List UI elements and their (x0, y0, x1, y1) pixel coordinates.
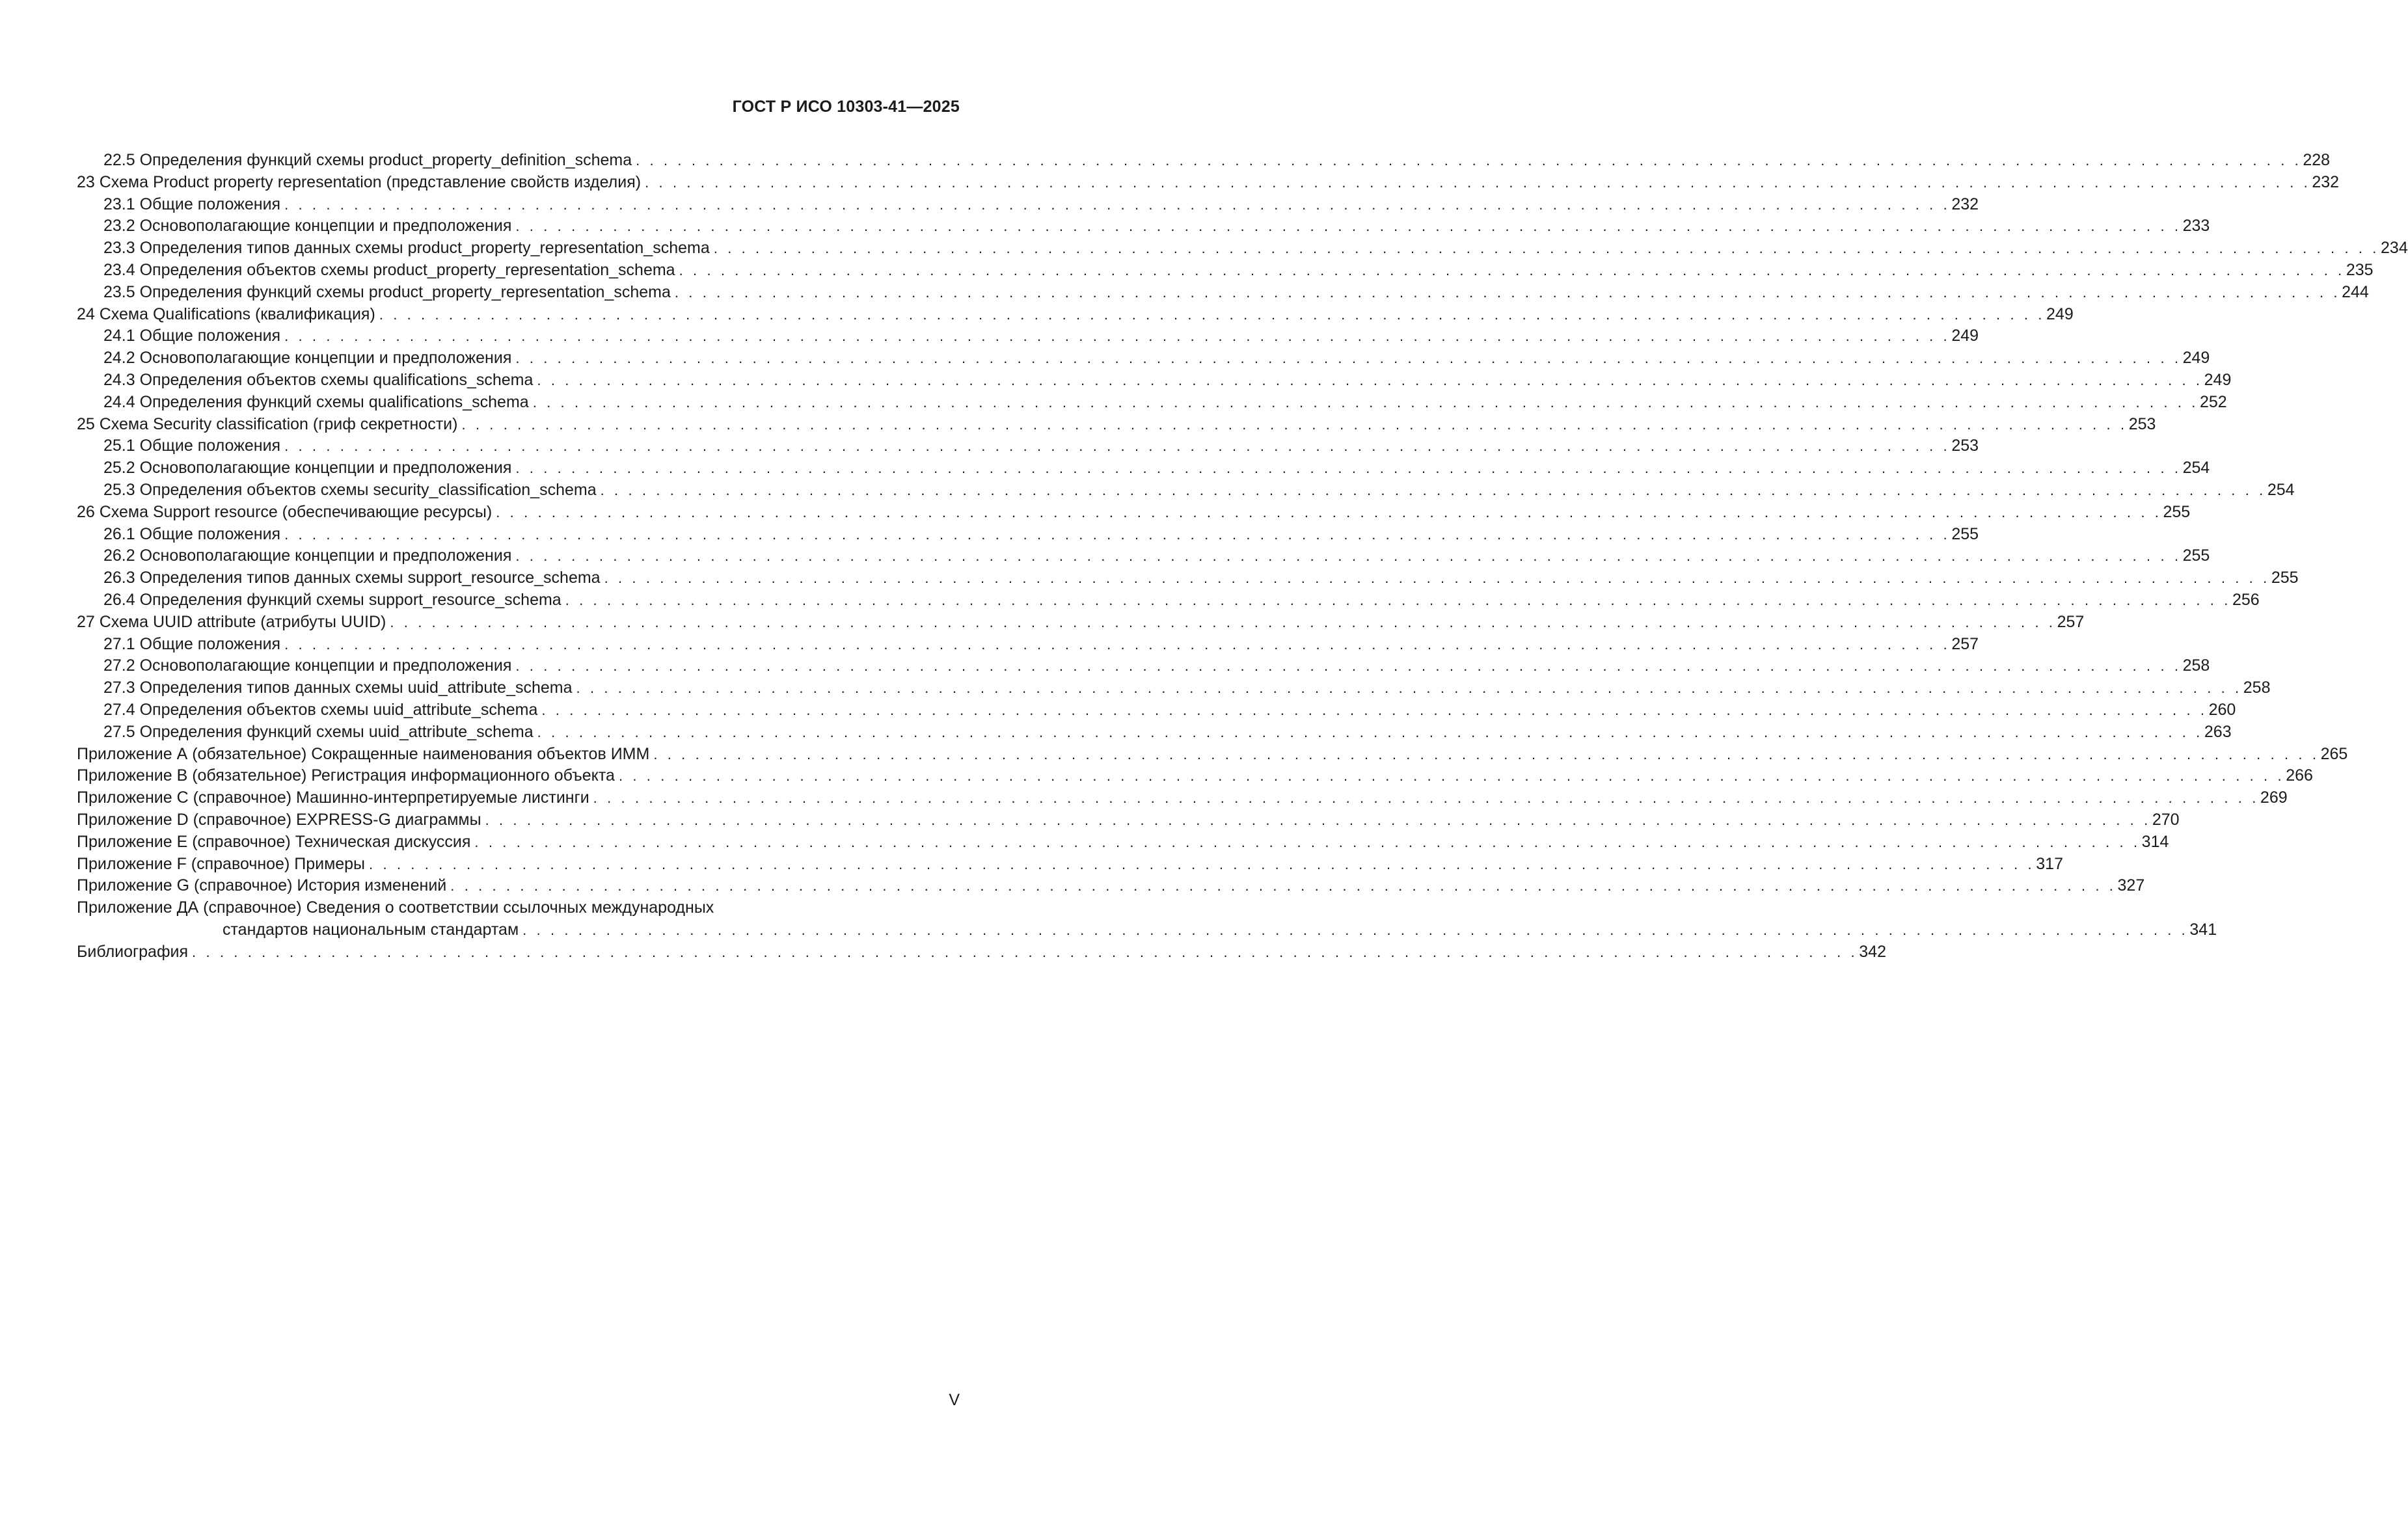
toc-entry (77, 634, 1979, 656)
toc-entry-title: стандартов национальным стандартам (223, 920, 519, 939)
toc-entry-title: Приложение Е (справочное) Техническая дискуссия (77, 832, 471, 851)
toc-entry (77, 809, 2180, 831)
toc-dot-leader: . . . . . . . . . . . . . . . . . . . . . . . . . . . . . . . . . . . . . . . . . . . . . . . . . . . . . . . . . . . . . . . . . . . . . . . . . . . . . . . . . . . . . . . . . . . . . . . . . . . . . . . . . . . . . . . . . . . . . . . . (450, 878, 2117, 895)
toc-entry-title: 26.4 Определения функций схемы support_resource_schema (103, 590, 561, 609)
toc-entry-page: 270 (2152, 810, 2180, 829)
toc-entry-page: 314 (2141, 832, 2169, 851)
toc-entry (77, 875, 2145, 897)
toc-entry-page: 257 (1951, 634, 1979, 653)
toc-entry-page: 228 (2303, 151, 2331, 169)
toc-entry-page: 255 (2163, 502, 2191, 521)
toc-entry-title: 27.1 Общие положения (103, 634, 281, 653)
toc-entry-title: Приложение С (справочное) Машинно-интерпретируемые листинги (77, 788, 589, 807)
toc-entry (77, 282, 2369, 304)
toc-entry-page: 342 (1859, 942, 1886, 961)
toc-entry (77, 194, 1979, 216)
toc-entry-title: 23.5 Определения функций схемы product_property_representation_schema (103, 282, 671, 301)
toc-dot-leader: . . . . . . . . . . . . . . . . . . . . . . . . . . . . . . . . . . . . . . . . . . . . . . . . . . . . . . . . . . . . . . . . . . . . . . . . . . . . . . . . . . . . . . . . . . . . . . . . . . . . . . . . . . . . . . . . . . . . . . . . (390, 613, 2056, 630)
toc-dot-leader: . . . . . . . . . . . . . . . . . . . . . . . . . . . . . . . . . . . . . . . . . . . . . . . . . . . . . . . . . . . . . . . . . . . . . . . . . . . . . . . . . . . . . . . . . . . . . . . . . . . . . . . . . . . . . . . . . . . . . . . . (515, 658, 2182, 675)
toc-entry-page: 265 (2320, 744, 2348, 763)
toc-entry-page: 254 (2267, 480, 2295, 499)
toc-entry (77, 854, 2063, 876)
toc-entry-page: 256 (2232, 590, 2260, 609)
toc-entry (77, 699, 2236, 721)
toc-entry-page: 258 (2182, 656, 2210, 675)
toc-entry (77, 150, 2331, 172)
toc-entry (77, 721, 2232, 744)
toc-dot-leader: . . . . . . . . . . . . . . . . . . . . . . . . . . . . . . . . . . . . . . . . . . . . . . . . . . . . . . . . . . . . . . . . . . . . . . . . . . . . . . . . . . . . . . . . . . . . . . . . . . . . . . . . . . . . . . . . . . . . . . . . (515, 460, 2182, 477)
toc-entry-page: 317 (2036, 854, 2063, 873)
toc-entry (77, 172, 2340, 194)
toc-entry-page: 232 (2312, 172, 2340, 191)
toc-entry (77, 479, 2295, 502)
toc-entry (77, 787, 2288, 809)
table-of-contents (77, 150, 2408, 963)
toc-entry-title: 24.1 Общие положения (103, 327, 281, 345)
toc-dot-leader: . . . . . . . . . . . . . . . . . . . . . . . . . . . . . . . . . . . . . . . . . . . . . . . . . . . . . . . . . . . . . . . . . . . . . . . . . . . . . . . . . . . . . . . . . . . . . . . . . . . . . . . . . . . . . . . . . . . . . . . . (576, 680, 2242, 697)
toc-entry (77, 744, 2348, 766)
toc-entry-title: 26 Схема Support resource (обеспечивающие ресурсы) (77, 502, 493, 521)
toc-entry-title: 24.4 Определения функций схемы qualifications_schema (103, 392, 529, 411)
toc-entry-page: 233 (2182, 217, 2210, 236)
toc-entry-page: 244 (2342, 282, 2369, 301)
toc-entry-title: 27.2 Основополагающие концепции и предположения (103, 656, 512, 675)
toc-entry-page: 232 (1951, 195, 1979, 213)
toc-entry-page: 255 (2182, 546, 2210, 565)
toc-dot-leader: . . . . . . . . . . . . . . . . . . . . . . . . . . . . . . . . . . . . . . . . . . . . . . . . . . . . . . . . . . . . . . . . . . . . . . . . . . . . . . . . . . . . . . . . . . . . . . . . . . . . . . . . . . . . . . . . . . . . . . . . (522, 921, 2189, 938)
toc-entry (77, 370, 2232, 392)
toc-dot-leader: . . . . . . . . . . . . . . . . . . . . . . . . . . . . . . . . . . . . . . . . . . . . . . . . . . . . . . . . . . . . . . . . . . . . . . . . . . . . . . . . . . . . . . . . . . . . . . . . . . . . . . . . . . . . . . . . . . . . . . . . (537, 371, 2203, 388)
toc-entry-title: 23.3 Определения типов данных схемы product_property_representation_schema (103, 239, 710, 258)
toc-dot-leader: . . . . . . . . . . . . . . . . . . . . . . . . . . . . . . . . . . . . . . . . . . . . . . . . . . . . . . . . . . . . . . . . . . . . . . . . . . . . . . . . . . . . . . . . . . . . . . . . . . . . . . . . . . . . . . . . . . . . . . . . (284, 196, 1951, 213)
toc-entry-title: 25 Схема Security classification (гриф секретности) (77, 414, 458, 433)
toc-entry-title: Приложение В (обязательное) Регистрация информационного объекта (77, 766, 615, 785)
toc-entry-title: 26.2 Основополагающие концепции и предположения (103, 546, 512, 565)
toc-entry-page: 255 (2271, 569, 2299, 587)
toc-entry-page: 341 (2189, 920, 2217, 939)
toc-dot-leader: . . . . . . . . . . . . . . . . . . . . . . . . . . . . . . . . . . . . . . . . . . . . . . . . . . . . . . . . . . . . . . . . . . . . . . . . . . . . . . . . . . . . . . . . . . . . . . . . . . . . . . . . . . . . . . . . . . . . . . . . (515, 218, 2182, 235)
toc-entry-title: Приложение D (справочное) EXPRESS-G диаграммы (77, 810, 481, 829)
toc-entry (77, 435, 1979, 457)
toc-dot-leader: . . . . . . . . . . . . . . . . . . . . . . . . . . . . . . . . . . . . . . . . . . . . . . . . . . . . . . . . . . . . . . . . . . . . . . . . . . . . . . . . . . . . . . . . . . . . . . . . . . . . . . . . . . . . . . . . . . . . . . . . (284, 328, 1951, 345)
toc-dot-leader: . . . . . . . . . . . . . . . . . . . . . . . . . . . . . . . . . . . . . . . . . . . . . . . . . . . . . . . . . . . . . . . . . . . . . . . . . . . . . . . . . . . . . . . . . . . . . . . . . . . . . . . . . . . . . . . . . . . . . . . . (593, 790, 2259, 807)
toc-entry (77, 941, 1886, 963)
toc-entry-page: 260 (2208, 700, 2236, 719)
toc-entry (77, 215, 2210, 237)
toc-dot-leader: . . . . . . . . . . . . . . . . . . . . . . . . . . . . . . . . . . . . . . . . . . . . . . . . . . . . . . . . . . . . . . . . . . . . . . . . . . . . . . . . . . . . . . . . . . . . . . . . . . . . . . . . . . . . . . . . . . . . . . . . (485, 811, 2151, 828)
toc-entry-page: 257 (2057, 612, 2085, 631)
toc-entry (77, 589, 2260, 612)
toc-entry-title: 23 Схема Product property representation (представление свойств изделия) (77, 172, 642, 191)
toc-dot-leader: . . . . . . . . . . . . . . . . . . . . . . . . . . . . . . . . . . . . . . . . . . . . . . . . . . . . . . . . . . . . . . . . . . . . . . . . . . . . . . . . . . . . . . . . . . . . . . . . . . . . . . . . . . . . . . . . . . . . . . . . (284, 438, 1951, 455)
toc-dot-leader: . . . . . . . . . . . . . . . . . . . . . . . . . . . . . . . . . . . . . . . . . . . . . . . . . . . . . . . . . . . . . . . . . . . . . . . . . . . . . . . . . . . . . . . . . . . . . . . . . . . . . . . . . . . . . . . . . . . . . . . . (541, 701, 2208, 718)
toc-entry (77, 304, 2074, 326)
toc-entry-page: 249 (2204, 370, 2232, 389)
toc-entry (77, 677, 2271, 699)
document-standard-code: ГОСТ Р ИСО 10303-41—2025 (732, 98, 960, 116)
toc-entry (77, 237, 2408, 260)
toc-dot-leader: . . . . . . . . . . . . . . . . . . . . . . . . . . . . . . . . . . . . . . . . . . . . . . . . . . . . . . . . . . . . . . . . . . . . . . . . . . . . . . . . . . . . . . . . . . . . . . . . . . . . . . . . . . . . . . . . . . . . . . . . (496, 504, 2162, 520)
page-number: V (949, 1391, 960, 1409)
toc-dot-leader: . . . . . . . . . . . . . . . . . . . . . . . . . . . . . . . . . . . . . . . . . . . . . . . . . . . . . . . . . . . . . . . . . . . . . . . . . . . . . . . . . . . . . . . . . . . . . . . . . . . . . . . . . . . . . . . . . . . . . . . . (537, 723, 2203, 740)
toc-entry-page: 234 (2381, 239, 2408, 258)
toc-entry-title: 25.3 Определения объектов схемы security_classification_schema (103, 480, 597, 499)
toc-entry-page: 249 (1951, 327, 1979, 345)
toc-entry-page: 235 (2346, 260, 2374, 279)
toc-dot-leader: . . . . . . . . . . . . . . . . . . . . . . . . . . . . . . . . . . . . . . . . . . . . . . . . . . . . . . . . . . . . . . . . . . . . . . . . . . . . . . . . . . . . . . . . . . . . . . . . . . . . . . . . . . . . . . . . . . . . . . . . (532, 394, 2198, 411)
toc-dot-leader: . . . . . . . . . . . . . . . . . . . . . . . . . . . . . . . . . . . . . . . . . . . . . . . . . . . . . . . . . . . . . . . . . . . . . . . . . . . . . . . . . . . . . . . . . . . . . . . . . . . . . . . . . . . . . . . . . . . . . . . . (674, 284, 2341, 301)
toc-entry-title: 27 Схема UUID attribute (атрибуты UUID) (77, 612, 386, 631)
toc-entry-title: Приложение G (справочное) История изменений (77, 876, 447, 895)
toc-entry-page: 269 (2260, 788, 2288, 807)
toc-entry-page: 252 (2199, 392, 2227, 411)
toc-entry (77, 655, 2210, 677)
toc-dot-leader: . . . . . . . . . . . . . . . . . . . . . . . . . . . . . . . . . . . . . . . . . . . . . . . . . . . . . . . . . . . . . . . . . . . . . . . . . . . . . . . . . . . . . . . . . . . . . . . . . . . . . . . . . . . . . . . . . . . . . . . . (515, 548, 2182, 565)
toc-entry-title: Приложение А (обязательное) Сокращенные наименования объектов ИММ (77, 744, 650, 763)
toc-dot-leader: . . . . . . . . . . . . . . . . . . . . . . . . . . . . . . . . . . . . . . . . . . . . . . . . . . . . . . . . . . . . . . . . . . . . . . . . . . . . . . . . . . . . . . . . . . . . . . . . . . . . . . . . . . . . . . . . . . . . . . . . (284, 526, 1951, 543)
toc-dot-leader: . . . . . . . . . . . . . . . . . . . . . . . . . . . . . . . . . . . . . . . . . . . . . . . . . . . . . . . . . . . . . . . . . . . . . . . . . . . . . . . . . . . . . . . . . . . . . . . . . . . . . . . . . . . . . . . . . . . . . . . . (284, 636, 1951, 653)
toc-entry-title: 27.3 Определения типов данных схемы uuid_attribute_schema (103, 679, 573, 697)
toc-dot-leader: . . . . . . . . . . . . . . . . . . . . . . . . . . . . . . . . . . . . . . . . . . . . . . . . . . . . . . . . . . . . . . . . . . . . . . . . . . . . . . . . . . . . . . . . . . . . . . . . . . . . . . . . . . . . . . . . . . . . . . . . (713, 240, 2380, 257)
toc-entry-page: 258 (2243, 679, 2271, 697)
toc-entry (77, 392, 2227, 414)
toc-entry-page: 255 (1951, 524, 1979, 543)
toc-entry-title: 25.2 Основополагающие концепции и предположения (103, 459, 512, 478)
toc-entry-title: Приложение ДА (справочное) Сведения о соответствии ссылочных международных (77, 898, 714, 917)
toc-dot-leader: . . . . . . . . . . . . . . . . . . . . . . . . . . . . . . . . . . . . . . . . . . . . . . . . . . . . . . . . . . . . . . . . . . . . . . . . . . . . . . . . . . . . . . . . . . . . . . . . . . . . . . . . . . . . . . . . . . . . . . . . (192, 943, 1858, 960)
toc-dot-leader: . . . . . . . . . . . . . . . . . . . . . . . . . . . . . . . . . . . . . . . . . . . . . . . . . . . . . . . . . . . . . . . . . . . . . . . . . . . . . . . . . . . . . . . . . . . . . . . . . . . . . . . . . . . . . . . . . . . . . . . . (618, 768, 2285, 785)
toc-entry (77, 545, 2210, 567)
toc-entry-title: Приложение F (справочное) Примеры (77, 854, 366, 873)
toc-entry-page: 253 (2128, 414, 2156, 433)
toc-dot-leader: . . . . . . . . . . . . . . . . . . . . . . . . . . . . . . . . . . . . . . . . . . . . . . . . . . . . . . . . . . . . . . . . . . . . . . . . . . . . . . . . . . . . . . . . . . . . . . . . . . . . . . . . . . . . . . . . . . . . . . . . (645, 174, 2311, 191)
toc-entry-page: 266 (2286, 766, 2313, 785)
toc-dot-leader: . . . . . . . . . . . . . . . . . . . . . . . . . . . . . . . . . . . . . . . . . . . . . . . . . . . . . . . . . . . . . . . . . . . . . . . . . . . . . . . . . . . . . . . . . . . . . . . . . . . . . . . . . . . . . . . . . . . . . . . . (369, 855, 2035, 872)
toc-entry (77, 325, 1979, 347)
toc-entry (77, 524, 1979, 546)
toc-dot-leader: . . . . . . . . . . . . . . . . . . . . . . . . . . . . . . . . . . . . . . . . . . . . . . . . . . . . . . . . . . . . . . . . . . . . . . . . . . . . . . . . . . . . . . . . . . . . . . . . . . . . . . . . . . . . . . . . . . . . . . . . (636, 152, 2302, 168)
toc-entry-page: 263 (2204, 722, 2232, 741)
toc-entry-title: 24 Схема Qualifications (квалификация) (77, 304, 375, 323)
toc-entry-page: 327 (2117, 876, 2145, 895)
toc-dot-leader: . . . . . . . . . . . . . . . . . . . . . . . . . . . . . . . . . . . . . . . . . . . . . . . . . . . . . . . . . . . . . . . . . . . . . . . . . . . . . . . . . . . . . . . . . . . . . . . . . . . . . . . . . . . . . . . . . . . . . . . . (474, 833, 2141, 850)
toc-entry-title: 25.1 Общие положения (103, 437, 281, 455)
toc-entry-title: 23.4 Определения объектов схемы product_property_representation_schema (103, 260, 675, 279)
toc-entry-page: 249 (2182, 349, 2210, 368)
toc-entry-page: 254 (2182, 459, 2210, 478)
toc-entry (77, 260, 2374, 282)
toc-entry (77, 765, 2313, 787)
toc-entry-page: 249 (2046, 304, 2074, 323)
toc-entry-title: 23.2 Основополагающие концепции и предположения (103, 217, 512, 236)
toc-dot-leader: . . . . . . . . . . . . . . . . . . . . . . . . . . . . . . . . . . . . . . . . . . . . . . . . . . . . . . . . . . . . . . . . . . . . . . . . . . . . . . . . . . . . . . . . . . . . . . . . . . . . . . . . . . . . . . . . . . . . . . . . (565, 591, 2231, 608)
toc-entry-title: 24.3 Определения объектов схемы qualifications_schema (103, 370, 534, 389)
toc-entry (77, 502, 2191, 524)
toc-entry-title: 27.4 Определения объектов схемы uuid_attribute_schema (103, 700, 538, 719)
toc-entry-title: Библиография (77, 942, 189, 961)
toc-entry-title: 26.3 Определения типов данных схемы support_resource_schema (103, 569, 601, 587)
toc-dot-leader: . . . . . . . . . . . . . . . . . . . . . . . . . . . . . . . . . . . . . . . . . . . . . . . . . . . . . . . . . . . . . . . . . . . . . . . . . . . . . . . . . . . . . . . . . . . . . . . . . . . . . . . . . . . . . . . . . . . . . . . . (679, 262, 2345, 278)
toc-entry (77, 612, 2085, 634)
toc-entry (77, 457, 2210, 479)
toc-entry-title: 23.1 Общие положения (103, 195, 281, 213)
toc-dot-leader: . . . . . . . . . . . . . . . . . . . . . . . . . . . . . . . . . . . . . . . . . . . . . . . . . . . . . . . . . . . . . . . . . . . . . . . . . . . . . . . . . . . . . . . . . . . . . . . . . . . . . . . . . . . . . . . . . . . . . . . . (461, 416, 2128, 433)
toc-entry (77, 919, 2217, 941)
toc-entry (77, 831, 2169, 854)
toc-entry-page: 253 (1951, 437, 1979, 455)
toc-entry-title: 26.1 Общие положения (103, 524, 281, 543)
toc-entry-title: 22.5 Определения функций схемы product_property_definition_schema (103, 151, 632, 169)
toc-entry-title: 24.2 Основополагающие концепции и предположения (103, 349, 512, 368)
toc-dot-leader: . . . . . . . . . . . . . . . . . . . . . . . . . . . . . . . . . . . . . . . . . . . . . . . . . . . . . . . . . . . . . . . . . . . . . . . . . . . . . . . . . . . . . . . . . . . . . . . . . . . . . . . . . . . . . . . . . . . . . . . . (653, 746, 2320, 762)
toc-entry (77, 897, 960, 919)
toc-dot-leader: . . . . . . . . . . . . . . . . . . . . . . . . . . . . . . . . . . . . . . . . . . . . . . . . . . . . . . . . . . . . . . . . . . . . . . . . . . . . . . . . . . . . . . . . . . . . . . . . . . . . . . . . . . . . . . . . . . . . . . . . (515, 350, 2182, 367)
toc-dot-leader: . . . . . . . . . . . . . . . . . . . . . . . . . . . . . . . . . . . . . . . . . . . . . . . . . . . . . . . . . . . . . . . . . . . . . . . . . . . . . . . . . . . . . . . . . . . . . . . . . . . . . . . . . . . . . . . . . . . . . . . . (600, 481, 2266, 498)
toc-entry (77, 347, 2210, 370)
toc-entry (77, 567, 2299, 589)
toc-dot-leader: . . . . . . . . . . . . . . . . . . . . . . . . . . . . . . . . . . . . . . . . . . . . . . . . . . . . . . . . . . . . . . . . . . . . . . . . . . . . . . . . . . . . . . . . . . . . . . . . . . . . . . . . . . . . . . . . . . . . . . . . (379, 306, 2046, 323)
toc-entry (77, 414, 2156, 436)
toc-entry-title: 27.5 Определения функций схемы uuid_attribute_schema (103, 722, 534, 741)
toc-dot-leader: . . . . . . . . . . . . . . . . . . . . . . . . . . . . . . . . . . . . . . . . . . . . . . . . . . . . . . . . . . . . . . . . . . . . . . . . . . . . . . . . . . . . . . . . . . . . . . . . . . . . . . . . . . . . . . . . . . . . . . . . (604, 570, 2270, 587)
